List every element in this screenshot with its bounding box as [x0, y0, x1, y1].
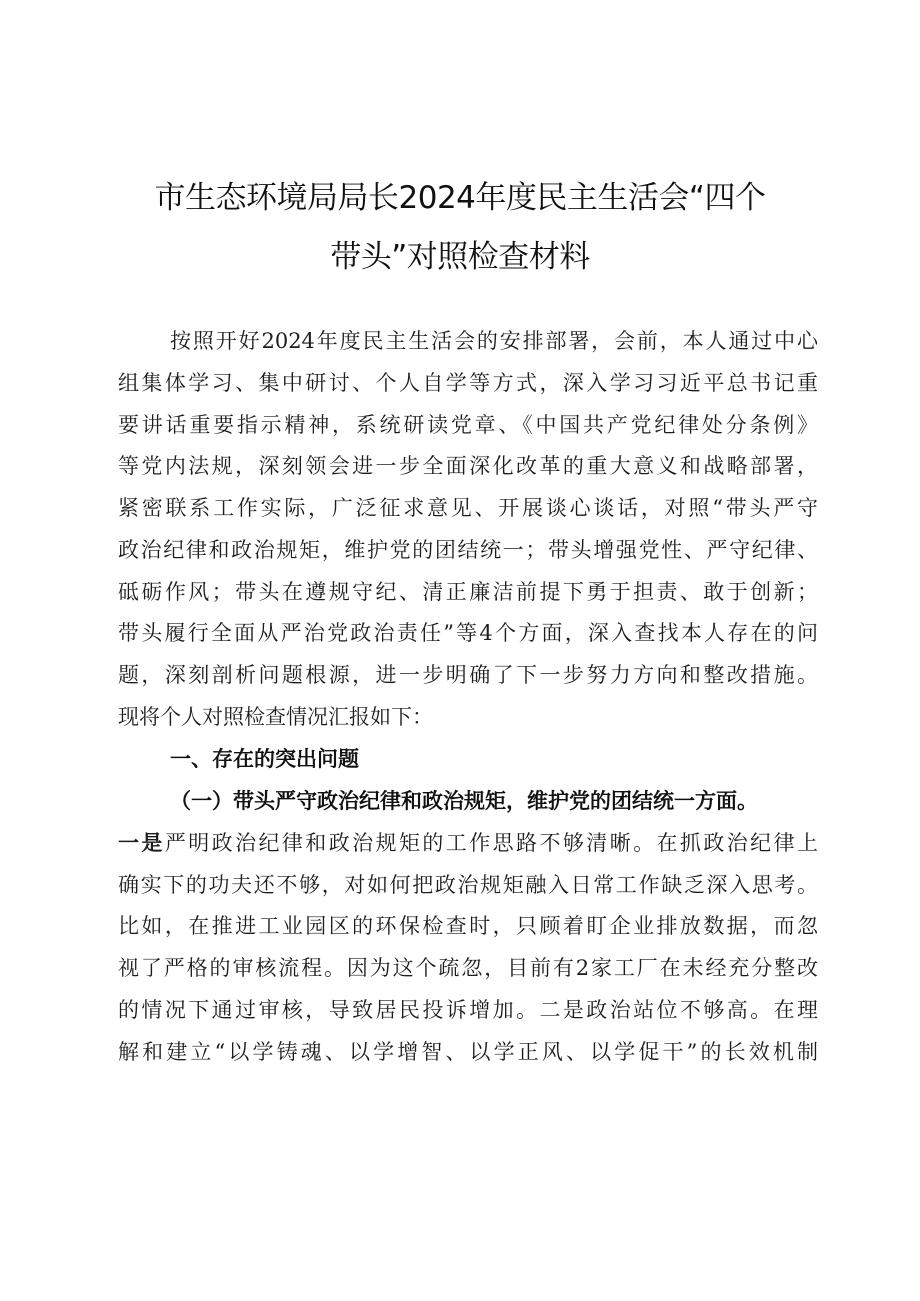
body-line-1 — [118, 828, 818, 858]
intro-line-10: 现将个人对照检查情况汇报如下： — [118, 705, 433, 729]
body-line-3: 比如，在推进工业园区的环保检查时，只顾着盯企业排放数据，而忽 — [118, 914, 818, 938]
document-title-line-1: 市生态环境局局长2024年度民主生活会“四个 — [154, 180, 766, 216]
intro-line-6: 政治纪律和政治规矩，维护党的团结统一；带头增强党性、严守纪律、 — [118, 538, 818, 562]
subsection-heading: （一）带头严守政治纪律和政治规矩，维护党的团结统一方面。 — [170, 788, 758, 813]
body-line-6: 解和建立“以学铸魂、以学增智、以学正风、以学促干”的长效机制 — [118, 1040, 818, 1064]
body-line-2: 确实下的功夫还不够，对如何把政治规矩融入日常工作缺乏深入思考。 — [118, 873, 818, 897]
intro-line-5: 紧密联系工作实际，广泛征求意见、开展谈心谈话，对照“带头严守 — [118, 496, 818, 520]
intro-line-9: 题，深刻剖析问题根源，进一步明确了下一步努力方向和整改措施。 — [118, 663, 818, 687]
intro-line-7: 砥砺作风；带头在遵规守纪、清正廉洁前提下勇于担责、敢于创新； — [118, 580, 818, 604]
document-title-line-2: 带头”对照检查材料 — [330, 239, 590, 275]
body-line-1-text: 严明政治纪律和政治规矩的工作思路不够清晰。在抓政治纪律上 — [164, 831, 818, 855]
intro-line-3: 要讲话重要指示精神，系统研读党章、《中国共产党纪律处分条例》 — [118, 413, 818, 437]
body-lead-label: 一是 — [118, 830, 165, 855]
intro-line-1: 按照开好2024年度民主生活会的安排部署，会前，本人通过中心 — [170, 329, 818, 353]
body-line-5: 的情况下通过审核，导致居民投诉增加。二是政治站位不够高。在理 — [118, 998, 818, 1022]
intro-line-2: 组集体学习、集中研讨、个人自学等方式，深入学习习近平总书记重 — [118, 371, 818, 395]
body-line-4: 视了严格的审核流程。因为这个疏忽，目前有2家工厂在未经充分整改 — [118, 956, 818, 980]
section-heading: 一、存在的突出问题 — [170, 746, 359, 771]
intro-line-4: 等党内法规，深刻领会进一步全面深化改革的重大意义和战略部署， — [118, 454, 818, 478]
intro-line-8: 带头履行全面从严治党政治责任”等4个方面，深入查找本人存在的问 — [118, 621, 818, 645]
